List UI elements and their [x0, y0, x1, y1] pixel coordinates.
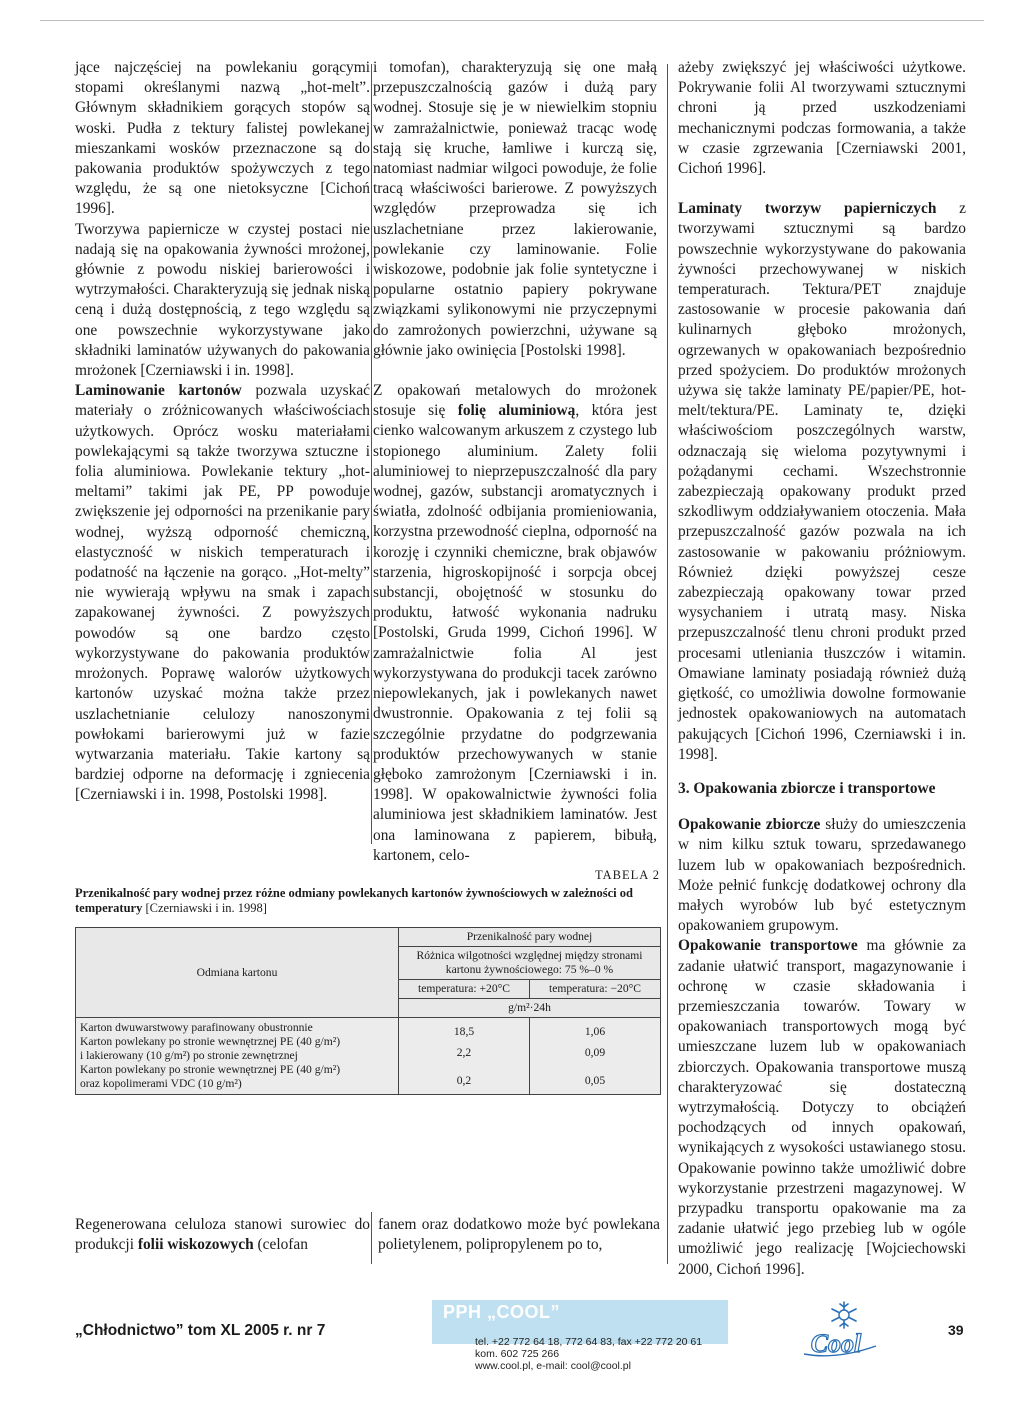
- data-table: [75, 927, 661, 1095]
- table-caption-title: Przenikalność pary wodnej przez różne odmiany powlekanych kartonów żywnościowych w zależności od temperatury: [75, 886, 633, 915]
- col1-paragraph-1: jące najczęściej na powlekaniu gorącymi stopami określanymi nazwą „hot-melt”. Głównym składnikiem gorących stopów są woski. Pudła z tektury falistej powlekanej mieszankami wosków przeznaczone są do pakowania produktów spożywczych z tego względu, że są one nietoksyczne [Cichoń 1996].: [75, 59, 370, 218]
- row-2-label-1: Karton powlekany po stronie wewnętrznej PE (40 g/m²): [80, 1035, 341, 1048]
- header-unit: g/m²·24h: [399, 999, 661, 1018]
- bottom-right-paragraph: fanem oraz dodatkowo może być powlekana polietylenem, polipropylenem po to,: [378, 1216, 660, 1254]
- column-divider-bottom: [371, 1212, 372, 1264]
- col3-paragraph-2: [678, 199, 966, 765]
- cool-logo-text: Cool: [810, 1329, 862, 1358]
- top-rule: [40, 20, 984, 21]
- col3-paragraph-3: [678, 815, 966, 936]
- row-3-value-plus20: 0,2: [456, 1073, 472, 1087]
- table-number: TABELA 2: [595, 868, 660, 882]
- table-row-labels: [76, 1018, 399, 1095]
- advert-contact: [475, 1336, 702, 1372]
- section-heading: 3. Opakowania zbiorcze i transportowe: [678, 779, 936, 797]
- advert-brand: PPH „COOL”: [443, 1302, 561, 1322]
- advert-mobile: kom. 602 725 266: [475, 1348, 560, 1360]
- column-3: [678, 58, 966, 1280]
- column-divider-2: [667, 64, 668, 1264]
- bottom-left-rest: (celofan: [253, 1236, 308, 1254]
- column-2: [373, 58, 657, 866]
- bottom-term-wiskozowe: folii wiskozowych: [137, 1236, 254, 1254]
- header-humidity: Różnica wilgotności względnej między stronami kartonu żywnościowego: 75 %–0 %: [399, 947, 661, 980]
- col1-term-laminowanie: Laminowanie kartonów: [75, 382, 242, 400]
- table-col-plus20: [399, 1018, 530, 1095]
- header-type: Odmiana kartonu: [76, 928, 399, 1018]
- row-2-value-plus20: 2,2: [456, 1045, 472, 1059]
- col2-paragraph-2-start: Z opakowań metalowych do mrożonek stosuje się: [373, 382, 657, 420]
- row-3-value-minus20: 0,05: [584, 1073, 606, 1087]
- col2-paragraph-2-text: , która jest cienko walcowanym arkuszem z czystego lub stopionego aluminium. Zalety folii aluminiowej to nieprzepuszczalność dla pary wodnej, gazów, substancji aromatycznych i światła, zdolność odbijania promieniowania, korzystna przewodność cieplna, odporność na korozję i czynniki chemiczne, brak objawów starzenia, higroskopijność i sorpcja obcej substancji, obojętność w stosunku do produktu, łatwość wykonania nadruku [Postolski, Gruda 1999, Cichoń 1996]. W zamrażalnictwie folia Al jest wykorzystywana do produkcji tacek zarówno niepowlekanych, jak i powlekanych nawet dwustronnie. Opakowania z tej folii są szczególnie przydatne do podgrzewania produktów przechowywanych w stanie głęboko zamrożonym [Czerniawski i in. 1998]. W opakowalnictwie żywności folia aluminiowa jest składnikiem laminatów. Jest ona laminowana z papierem, bibułą, kartonem, celo-: [373, 402, 658, 864]
- col3-paragraph-2-text: z tworzywami sztucznymi są bardzo powszechnie wykorzystywane do pakowania żywności przechowywanej w niskich temperaturach. Tektura/PET znajduje zastosowanie w procesie pakowania dań kulinarnych głęboko mrożonych, ogrzewanych w opakowaniach bezpośrednio przed spożyciem. Do produktów mrożonych używa się także laminaty PE/papier/PE, hot-melt/tektura/PE. Laminaty te, dzięki właściwościom poszczególnych warstw, odznaczają się wieloma pozytywnymi i pożądanymi cechami. Wszechstronnie zabezpieczają opakowany produkt przed szkodliwym oddziaływaniem otoczenia. Mała przepuszczalność gazów pozwala na ich zastosowanie w pakowaniu próżniowym. Również dzięki powyższej cesze zabezpieczają opakowany towar przed wysychaniem i utratą masy. Niska przepuszczalność tlenu chroni produkt przed procesami utleniania tłuszczów i witamin. Omawiane laminaty posiadają również dużą giętkość, co umożliwia dowolne formowanie jednostek opakowaniowych na automatach pakujących [Cichoń 1996, Czerniawski i in. 1998].: [678, 200, 966, 763]
- col3-term-transportowe: Opakowanie transportowe: [678, 937, 858, 955]
- col1-paragraph-3-text: pozwala uzyskać materiały o zróżnicowanych właściwościach użytkowych. Oprócz wosku materiałami powlekającymi są także tworzywa sztuczne i folia aluminiowa. Powlekanie tektury „hot-meltami” takimi jak PE, PP powoduje zwiększenie jej odporności na przenikanie pary wodnej, wyższą odporność chemiczną, elastyczność w niskich temperaturach i podatność na łączenie na gorąco. „Hot-melty” nie wywierają wpływu na smak i zapach zapakowanej żywności. Z powyższych powodów są one bardzo często wykorzystywane do pakowania produktów mrożonych. Poprawę walorów użytkowych kartonów uzyskać można także przez uszlachetnianie celulozy nanoszonymi powłokami barierowymi już w fazie wytwarzania materiału. Takie kartony są bardziej odporne na deformację i zgniecenia [Czerniawski i in. 1998, Postolski 1998].: [75, 382, 370, 804]
- col3-paragraph-4-text: ma głównie za zadanie ułatwić transport, magazynowanie i ochronę w czasie składowania i przemieszczania towarów. Towary w opakowaniach transportowych mogą być umieszczane luzem lub w opakowaniach zbiorczych. Opakowania transportowe muszą charakteryzować się dostateczną wytrzymałością. Dotyczy to obciążeń pochodzących od innych opakowań, wynikających z wysokości ustawianego stosu. Opakowanie powinno także umożliwić dobre wykorzystanie przestrzeni magazynowej. W przypadku transportu opakowanie ma za zadanie ułatwić jego przebieg lub w ogóle umożliwić jego realizację [Wojciechowski 2000, Cichoń 1996].: [678, 937, 967, 1278]
- row-3-label-2: oraz kopolimerami VDC (10 g/m²): [80, 1077, 242, 1090]
- row-1-value-minus20: 1,06: [584, 1024, 606, 1038]
- col3-paragraph-4: [678, 936, 966, 1279]
- cool-logo-icon: [796, 1298, 880, 1360]
- row-2-label-2: i lakierowany (10 g/m²) po stronie zewnętrznej: [80, 1049, 298, 1062]
- row-2-value-minus20: 0,09: [584, 1045, 606, 1059]
- row-3-label-1: Karton powlekany po stronie wewnętrznej PE (40 g/m²): [80, 1063, 341, 1076]
- table-col-minus20: [529, 1018, 660, 1095]
- row-1-label: Karton dwuwarstwowy parafinowany obustronnie: [80, 1021, 313, 1034]
- col3-term-laminaty: Laminaty tworzyw papierniczych: [678, 200, 937, 218]
- bottom-left-start: Regenerowana celuloza stanowi surowiec do produkcji: [75, 1216, 370, 1254]
- col2-paragraph-1: i tomofan), charakteryzują się one małą przepuszczalnością gazów i dużą pary wodnej. Stosuje się je w niewielkim stopniu w zamrażalnictwie, ponieważ tracąc wodę stają się kruche, łamliwe i kurczą się, natomiast nadmiar wilgoci powoduje, że folie tracą właściwości barierowe. Z powyższych względów przeprowadza się ich uszlachetniane przez lakierowanie, powlekanie czy laminowanie. Folie wiskozowe, podobnie jak folie syntetyczne i popularne ostatnio papiery pokrywane związkami sylikonowymi nie przyczepnymi do zamrożonych powierzchni, używane są głównie jako owinięcia [Postolski 1998].: [373, 59, 657, 359]
- header-temp-minus20: temperatura: −20°C: [529, 980, 660, 999]
- advert-phone: tel. +22 772 64 18, 772 64 83, fax +22 772 20 61: [475, 1336, 703, 1348]
- advert-web: www.cool.pl, e-mail: cool@cool.pl: [475, 1360, 631, 1372]
- header-temp-plus20: temperatura: +20°C: [399, 980, 530, 999]
- column-1: [75, 58, 370, 806]
- col2-paragraph-2: [373, 381, 657, 866]
- page-number: 39: [948, 1322, 964, 1338]
- col1-paragraph-2: Tworzywa papiernicze w czystej postaci nie nadają się na opakowania żywności mrożonej, głównie z powodu niskiej barierowości i wytrzymałości. Charakteryzują się jednak niską ceną i dużą dostępnością, z tego względu są one powszechnie wykorzystywane jako składniki laminatów używanych do pakowania mrożonek [Czerniawski i in. 1998].: [75, 220, 370, 380]
- col3-term-zbiorcze: Opakowanie zbiorcze: [678, 816, 821, 834]
- col2-term-folia: folię aluminiową: [457, 402, 576, 420]
- col1-paragraph-3: [75, 381, 370, 805]
- row-1-value-plus20: 18,5: [453, 1024, 475, 1038]
- bottom-left-paragraph: [75, 1215, 370, 1255]
- table-caption-source: [Czerniawski i in. 1998]: [142, 901, 267, 915]
- col3-paragraph-1: ażeby zwiększyć jej właściwości użytkowe. Pokrywanie folii Al tworzywami sztucznymi chroni ją przed uszkodzeniami mechanicznymi podczas formowania, a także w czasie zgrzewania [Czerniawski 2001, Cichoń 1996].: [678, 59, 966, 178]
- col3-paragraph-3-text: służy do umieszczenia w nim kilku sztuk towaru, sprzedawanego luzem lub w opakowaniach bezpośrednich. Może pełnić funkcję dodatkowej ochrony dla małych wyrobów lub być estetycznym opakowaniem grupowym.: [678, 816, 967, 935]
- journal-reference: „Chłodnictwo” tom XL 2005 r. nr 7: [75, 1322, 326, 1339]
- header-group: Przenikalność pary wodnej: [399, 928, 661, 947]
- table-caption: [75, 886, 660, 916]
- column-divider-1: [371, 64, 372, 844]
